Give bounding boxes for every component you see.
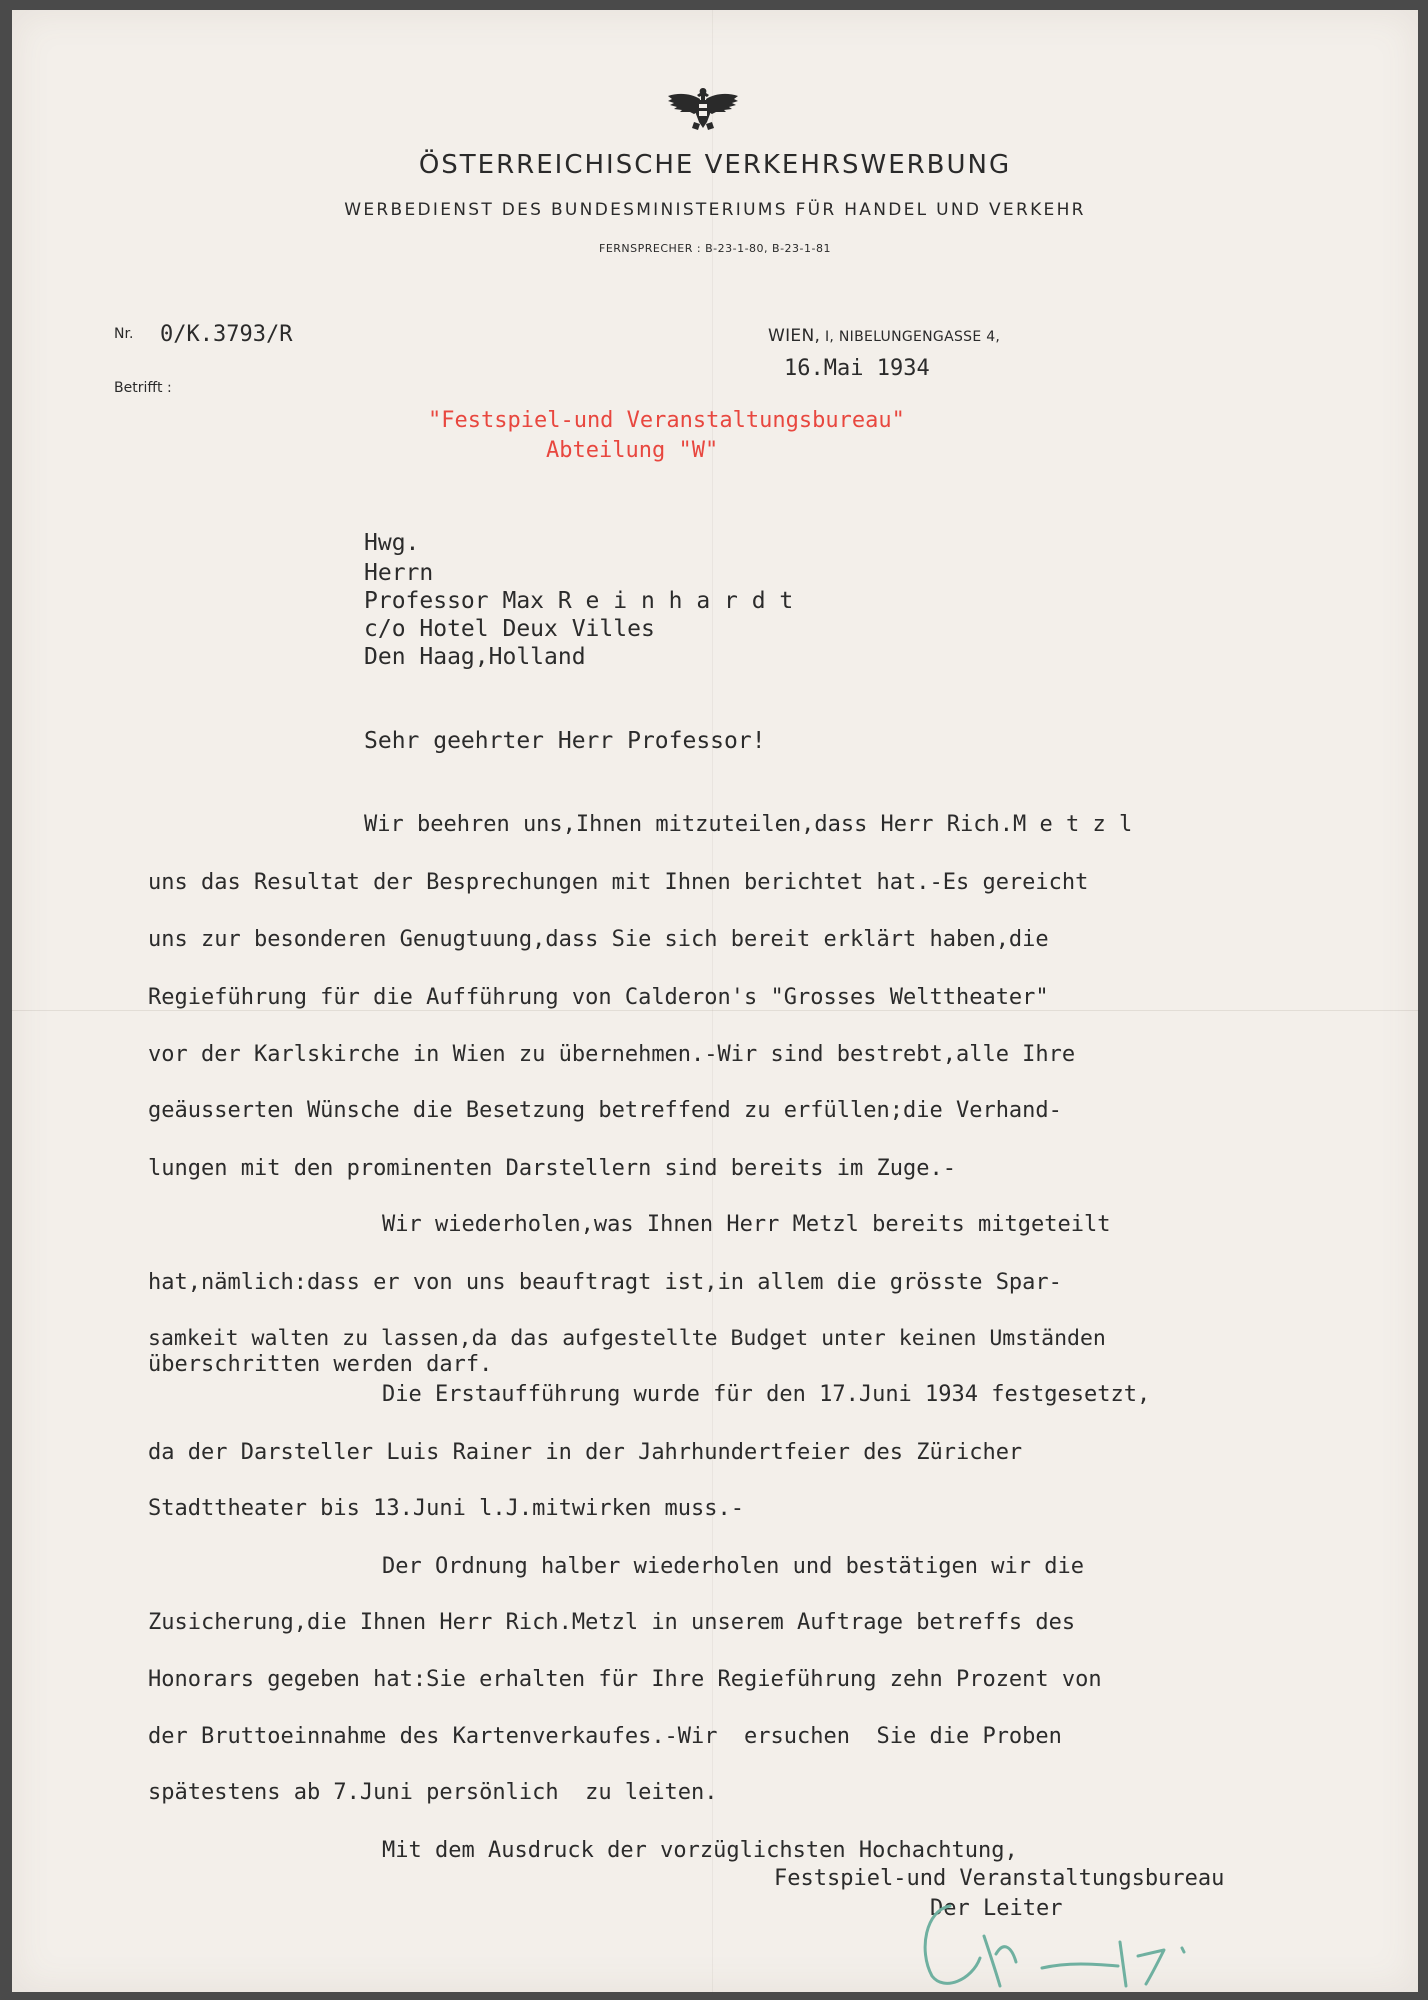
recipient-line: Herrn <box>364 560 434 586</box>
body-line: Der Ordnung halber wiederholen und bestätigen wir die <box>382 1554 1084 1579</box>
body-line: Wir wiederholen,was Ihnen Herr Metzl bereits mitgeteilt <box>382 1212 1111 1237</box>
sender-address <box>768 326 1000 346</box>
salutation: Sehr geehrter Herr Professor! <box>364 728 766 754</box>
closing-org: Festspiel-und Veranstaltungsbureau <box>774 1866 1225 1891</box>
nr-label: Nr. <box>114 326 134 342</box>
body-line: Wir beehren uns,Ihnen mitzuteilen,dass Herr Rich.M e t z l <box>364 812 1133 837</box>
body-line: da der Darsteller Luis Rainer in der Jahrhundertfeier des Züricher <box>148 1440 1023 1465</box>
body-line: samkeit walten zu lassen,da das aufgestellte Budget unter keinen Umständen <box>148 1326 1106 1351</box>
body-line: spätestens ab 7.Juni persönlich zu leiten. <box>148 1780 718 1805</box>
letter-date: 16.Mai 1934 <box>784 356 930 381</box>
recipient-line: Den Haag,Holland <box>364 644 586 670</box>
body-line: uns zur besonderen Genugtuung,dass Sie sich bereit erklärt haben,die <box>148 927 1049 952</box>
sender-city: WIEN, <box>768 326 821 346</box>
body-line: lungen mit den prominenten Darstellern sind bereits im Zuge.- <box>148 1156 956 1181</box>
body-line: überschritten werden darf. <box>148 1352 493 1377</box>
handwritten-signature-icon <box>892 1888 1242 1998</box>
body-line: Honorars gegeben hat:Sie erhalten für Ihre Regieführung zehn Prozent von <box>148 1667 1102 1692</box>
recipient-line: c/o Hotel Deux Villes <box>364 616 655 642</box>
reference-number: 0/K.3793/R <box>160 322 293 347</box>
body-line: geäusserten Wünsche die Besetzung betreffend zu erfüllen;die Verhand- <box>148 1098 1062 1123</box>
phone-numbers: FERNSPRECHER : B-23-1-80, B-23-1-81 <box>599 242 831 255</box>
body-line: Die Erstaufführung wurde für den 17.Juni 1934 festgesetzt, <box>382 1382 1151 1407</box>
letter-sheet <box>12 10 1418 1992</box>
department-stamp-line2: Abteilung "W" <box>546 438 719 463</box>
body-line: vor der Karlskirche in Wien zu übernehmen.-Wir sind bestrebt,alle Ihre <box>148 1042 1076 1067</box>
closing-role: Der Leiter <box>930 1896 1063 1921</box>
body-line: der Bruttoeinnahme des Kartenverkaufes.-Wir ersuchen Sie die Proben <box>148 1724 1062 1749</box>
body-line: Stadttheater bis 13.Juni l.J.mitwirken muss.- <box>148 1496 745 1521</box>
body-line: hat,nämlich:dass er von uns beauftragt ist,in allem die grösste Spar- <box>148 1270 1062 1295</box>
org-name: ÖSTERREICHISCHE VERKEHRSWERBUNG <box>418 150 1012 180</box>
body-line: Mit dem Ausdruck der vorzüglichsten Hochachtung, <box>382 1838 1018 1863</box>
recipient-line: Professor Max R e i n h a r d t <box>364 588 794 614</box>
fold-line-horizontal <box>12 1010 1418 1011</box>
org-subtitle: WERBEDIENST DES BUNDESMINISTERIUMS FÜR HANDEL UND VERKEHR <box>344 200 1086 220</box>
sender-street: I, NIBELUNGENGASSE 4, <box>824 329 1001 345</box>
betrifft-label: Betrifft : <box>114 380 172 396</box>
body-line: Zusicherung,die Ihnen Herr Rich.Metzl in unserem Auftrage betreffs des <box>148 1610 1076 1635</box>
eagle-emblem-icon <box>664 84 742 132</box>
body-line: Regieführung für die Aufführung von Calderon's "Grosses Welttheater" <box>148 985 1049 1010</box>
department-stamp-line1: "Festspiel-und Veranstaltungsbureau" <box>428 408 905 433</box>
recipient-line: Hwg. <box>364 530 420 556</box>
body-line: uns das Resultat der Besprechungen mit Ihnen berichtet hat.-Es gereicht <box>148 870 1089 895</box>
